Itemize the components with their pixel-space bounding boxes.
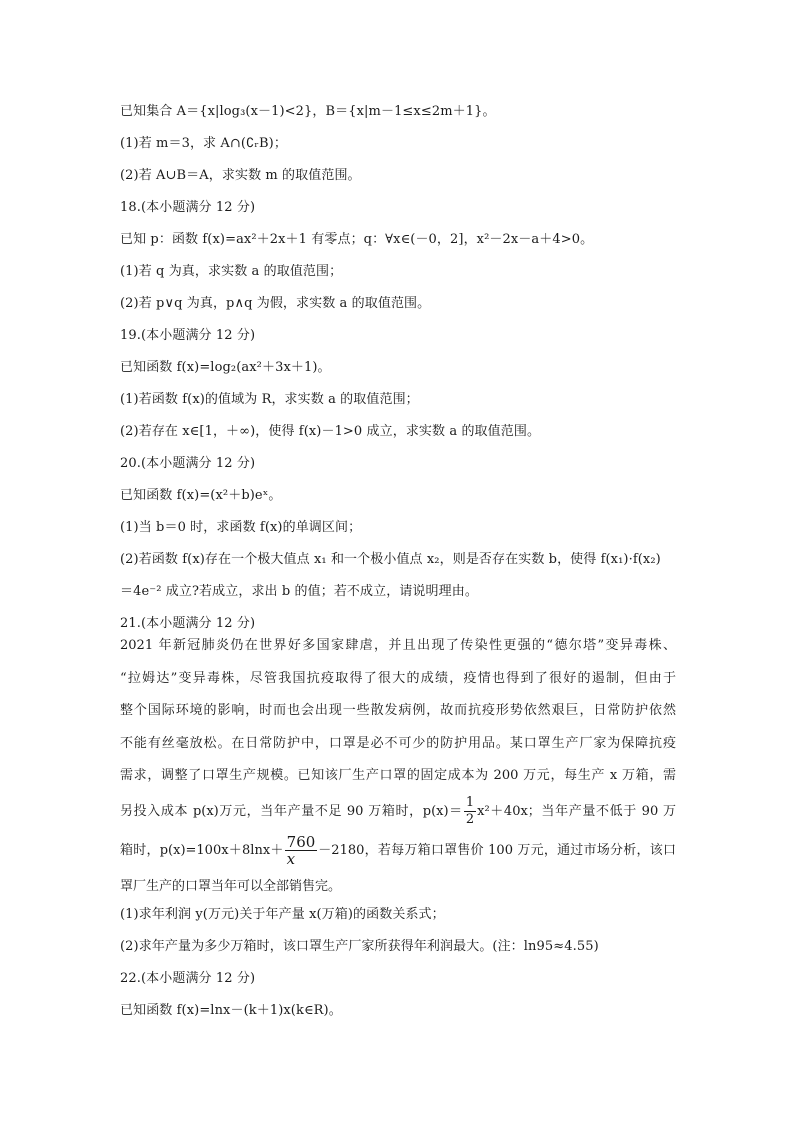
stem-line: 整个国际环境的影响，时而也会出现一些散发病例，故而抗疫形势依然艰巨，日常防护依然: [120, 703, 676, 718]
stem-line-with-fraction: [120, 831, 676, 871]
fraction-one-half: [464, 795, 476, 828]
problem-22-heading: 22.(本小题满分 12 分): [120, 971, 256, 986]
fraction-numerator: 1: [465, 794, 475, 810]
fraction-denominator: 2: [465, 811, 475, 827]
problem-20-part-2-cont: ＝4e⁻² 成立?若成立，求出 b 的值；若不成立，请说明理由。: [120, 584, 478, 599]
stem-line: “拉姆达”变异毒株，尽管我国抗疫取得了很大的成绩，疫情也得到了很好的遏制，但由于: [120, 670, 676, 686]
problem-18-part-1: (1)若 q 为真，求实数 a 的取值范围；: [120, 264, 343, 279]
problem-18-heading: 18.(本小题满分 12 分): [120, 200, 256, 215]
fraction-760-over-x: [285, 834, 318, 867]
problem-21-part-2: (2)求年产量为多少万箱时，该口罩生产厂家所获得年利润最大。(注：ln95≈4.55): [120, 939, 599, 954]
problem-20-stem: 已知函数 f(x)=(x²＋b)eˣ。: [120, 488, 282, 503]
problem-17-part-2: (2)若 A∪B＝A，求实数 m 的取值范围。: [120, 168, 361, 183]
stem-text: －2180，若每万箱口罩售价 100 万元，通过市场分析，该口: [318, 842, 676, 858]
problem-22-stem: 已知函数 f(x)=lnx－(k＋1)x(k∈R)。: [120, 1003, 342, 1018]
problem-18-part-2: (2)若 p∨q 为真，p∧q 为假，求实数 a 的取值范围。: [120, 296, 431, 311]
problem-17-stem: 已知集合 A＝{x|log₃(x－1)<2}，B＝{x|m－1≤x≤2m＋1}。: [120, 104, 496, 119]
problem-20-heading: 20.(本小题满分 12 分): [120, 456, 256, 471]
fraction-denominator: x: [286, 849, 296, 868]
problem-19-heading: 19.(本小题满分 12 分): [120, 328, 256, 343]
stem-text: 箱时，p(x)=100x＋8lnx＋: [120, 842, 284, 858]
problem-17-part-1: (1)若 m＝3，求 A∩(∁ᵣB)；: [120, 136, 287, 151]
problem-19-part-2: (2)若存在 x∈[1，＋∞)，使得 f(x)－1>0 成立，求实数 a 的取值范围。: [120, 424, 541, 439]
problem-19-part-1: (1)若函数 f(x)的值域为 R，求实数 a 的取值范围；: [120, 392, 419, 407]
problem-21-stem: [120, 630, 676, 903]
stem-line: 需求，调整了口罩生产规模。已知该厂生产口罩的固定成本为 200 万元，每生产 x 万箱，需: [120, 768, 676, 783]
stem-text: 另投入成本 p(x)万元，当年产量不足 90 万箱时，p(x)＝: [120, 803, 463, 819]
stem-line: 不能有丝毫放松。在日常防护中，口罩是必不可少的防护用品。某口罩生产厂家为保障抗疫: [120, 735, 676, 751]
problem-21-heading: 21.(本小题满分 12 分): [120, 616, 256, 631]
problem-20-part-2: (2)若函数 f(x)存在一个极大值点 x₁ 和一个极小值点 x₂，则是否存在实数 b，使得 f(x₁)·f(x₂): [120, 552, 661, 567]
stem-line: 罩厂生产的口罩当年可以全部销售完。: [120, 878, 342, 894]
problem-18-stem: 已知 p：函数 f(x)=ax²＋2x＋1 有零点；q：∀x∈(－0，2]，x²－2x－a＋4>0。: [120, 232, 594, 247]
problem-20-part-1: (1)当 b＝0 时，求函数 f(x)的单调区间；: [120, 520, 362, 535]
stem-line-with-fraction: [120, 793, 676, 831]
fraction-numerator: 760: [286, 832, 316, 851]
stem-text: x²＋40x；当年产量不低于 90 万: [477, 803, 676, 819]
stem-line: 2021 年新冠肺炎仍在世界好多国家肆虐，并且出现了传染性更强的“德尔塔”变异毒株、: [120, 638, 676, 653]
problem-21-part-1: (1)求年利润 y(万元)关于年产量 x(万箱)的函数关系式；: [120, 907, 445, 922]
problem-19-stem: 已知函数 f(x)=log₂(ax²＋3x＋1)。: [120, 360, 331, 375]
